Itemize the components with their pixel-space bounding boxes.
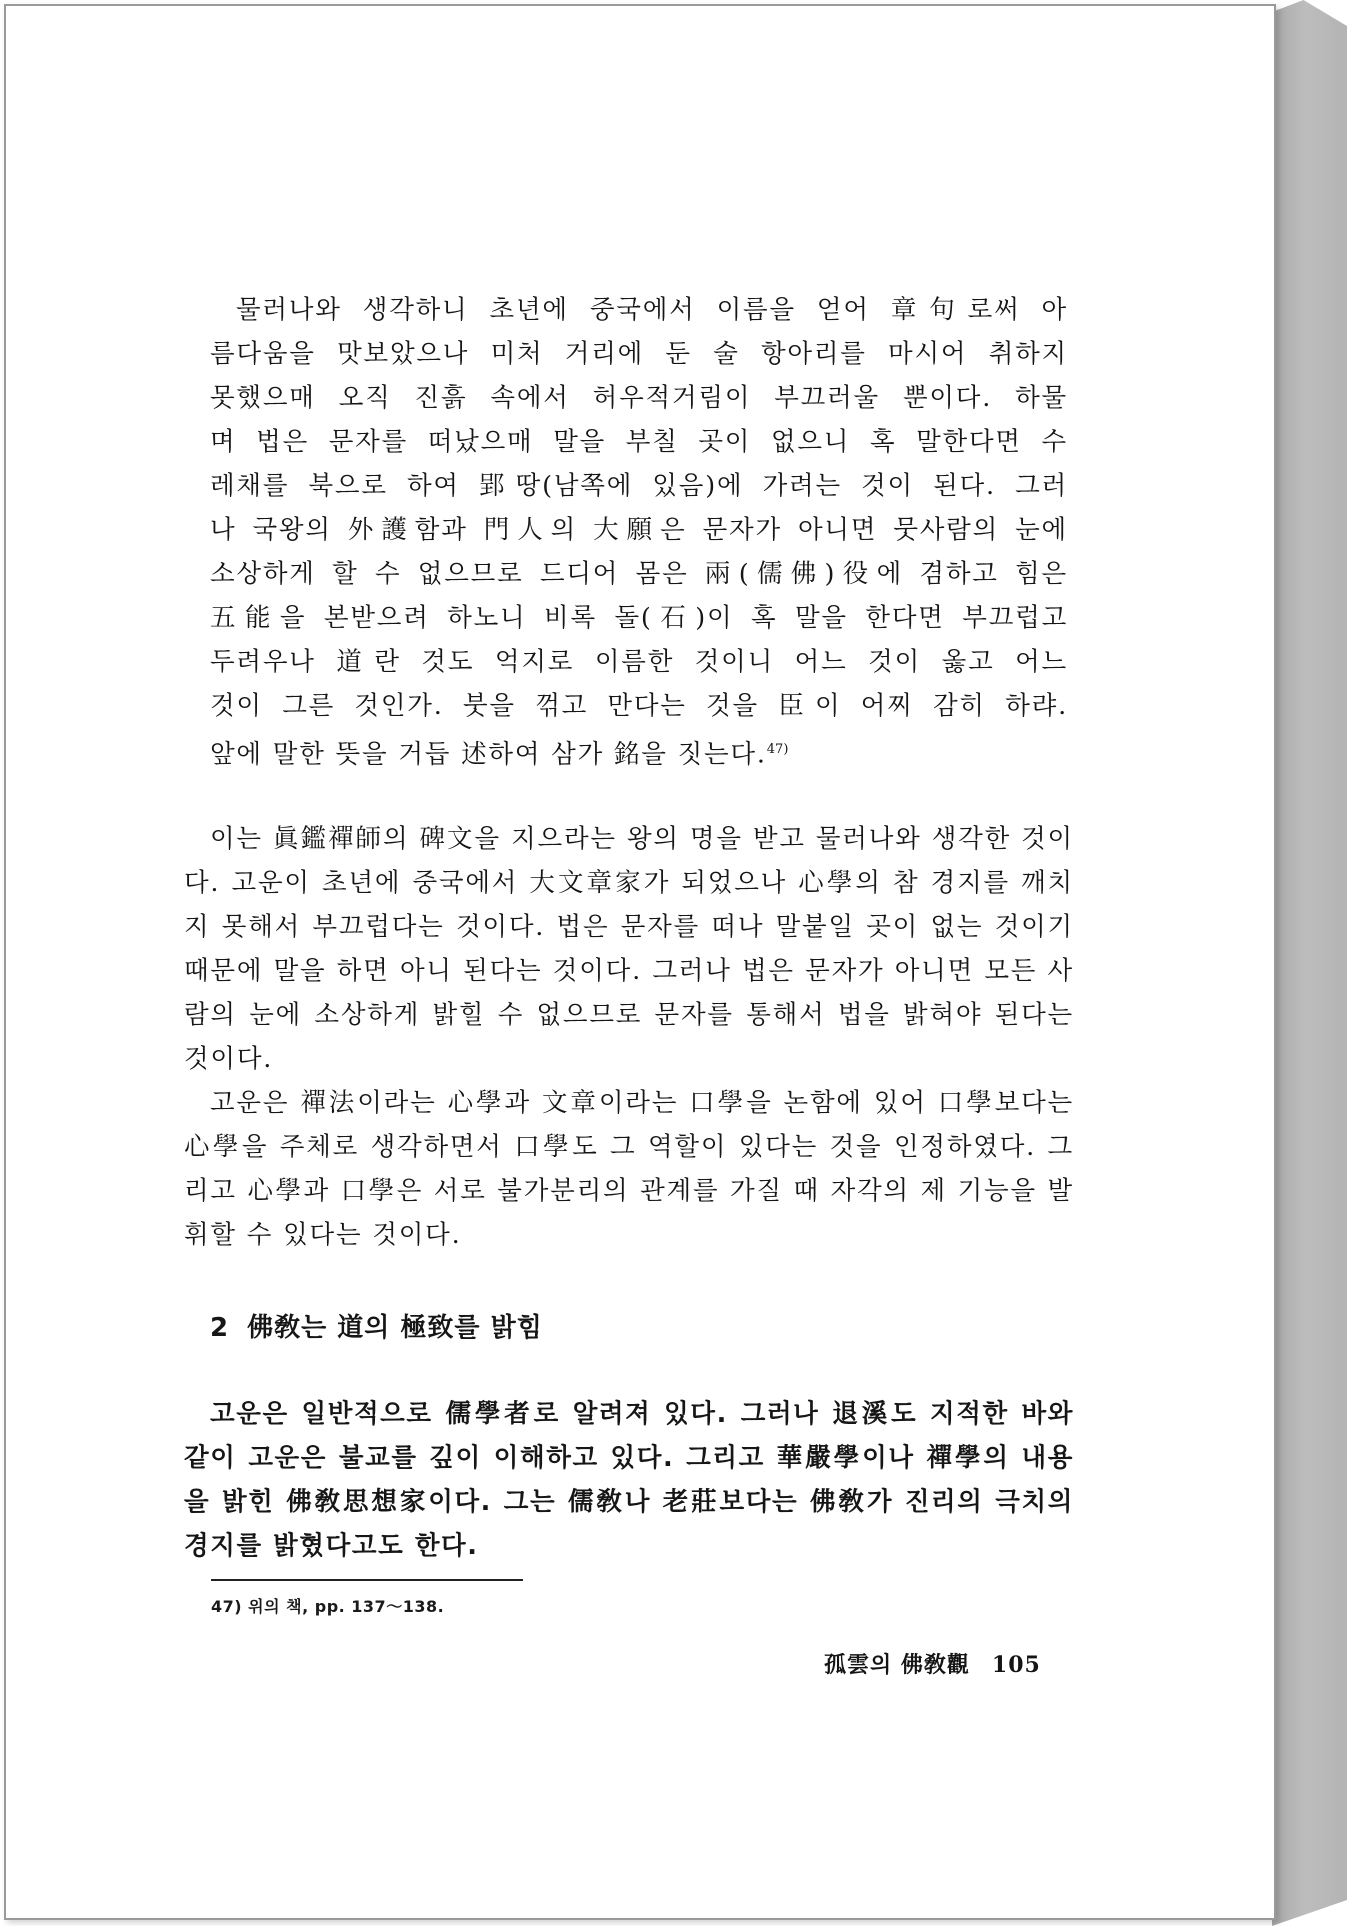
body-paragraph: 이는 眞鑑禪師의 碑文을 지으라는 왕의 명을 받고 물러나와 생각한 것이다. 고운이 초년에 중국에서 大文章家가 되었으나 心學의 참 경지를 깨치지 못해서 부끄럽다는 것이다. 법은 문자를 떠나 말붙일 곳이 없는 것이기 때문에 말을 하면 아니 된다는 것이다. 그러나 법은 문자가 아니면 모든 사람의 눈에 소상하게 밝힐 수 없으므로 문자를 통해서 법을 밝혀야 된다는 것이다.	[184, 823, 1074, 1074]
section-paragraph: 고운은 일반적으로 儒學者로 알려져 있다. 그러나 退溪도 지적한 바와 같이 고운은 불교를 깊이 이해하고 있다. 그리고 華嚴學이나 禪學의 내용을 밝힌 佛敎思想家이다. 그는 儒敎나 老莊보다는 佛敎가 진리의 극치의 경지를 밝혔다고도 한다.	[184, 1398, 1075, 1561]
footnote: 47) 위의 책, pp. 137～138.	[211, 1597, 445, 1616]
quote-line: 며 법은 문자를 떠났으매 말을 부칠 곳이 없으니 혹 말한다면 수	[210, 427, 1068, 457]
section-heading	[184, 1307, 1074, 1344]
section-text	[184, 1392, 1074, 1568]
footnote-divider	[211, 1579, 523, 1581]
footnote-reference: 47)	[766, 742, 789, 757]
body-paragraph: 고운은 禪法이라는 心學과 文章이라는 口學을 논함에 있어 口學보다는 心學을 주체로 생각하면서 口學도 그 역할이 있다는 것을 인정하였다. 그리고 心學과 口學은 서로 불가분리의 관계를 가질 때 자각의 제 기능을 발휘할 수 있다는 것이다.	[184, 1087, 1074, 1250]
page-content	[184, 288, 1074, 1568]
quote-line: 소상하게 할 수 없으므로 드디어 몸은 兩(儒佛)役에 겸하고 힘은	[210, 559, 1068, 589]
quote-line: 나 국왕의 外護함과 門人의 大願은 문자가 아니면 뭇사람의 눈에	[210, 515, 1068, 545]
quote-line: 앞에 말한 뜻을 거듭 述하여 삼가 銘을 짓는다.	[210, 739, 767, 770]
section-title: 佛敎는 道의 極致를 밝힘	[247, 1312, 543, 1343]
quote-line: 물러나와 생각하니 초년에 중국에서 이름을 얻어 章句로써 아	[236, 295, 1068, 325]
quote-line: 五能을 본받으려 하노니 비록 돌(石)이 혹 말을 한다면 부끄럽고	[210, 603, 1068, 633]
body-text	[184, 817, 1074, 1257]
quote-line: 못했으매 오직 진흙 속에서 허우적거림이 부끄러울 뿐이다. 하물	[210, 383, 1068, 413]
page-number: 105	[991, 1652, 1041, 1678]
quoted-passage	[184, 288, 1074, 777]
quote-line: 름다움을 맛보았으나 미처 거리에 둔 술 항아리를 마시어 취하지	[210, 339, 1068, 369]
running-footer	[824, 1648, 1041, 1679]
quote-line: 두려우나 道란 것도 억지로 이름한 것이니 어느 것이 옳고 어느	[210, 647, 1068, 677]
quote-last-line	[210, 728, 1068, 777]
running-title: 孤雲의 佛敎觀	[824, 1652, 970, 1678]
quote-line: 레채를 북으로 하여 郢땅(남쪽에 있음)에 가려는 것이 된다. 그러	[210, 471, 1068, 501]
book-page	[4, 4, 1276, 1920]
page-stack-edge	[1272, 0, 1347, 1926]
quote-line: 것이 그른 것인가. 붓을 꺾고 만다는 것을 臣이 어찌 감히 하랴.	[210, 691, 1068, 721]
section-number: 2	[210, 1312, 230, 1343]
